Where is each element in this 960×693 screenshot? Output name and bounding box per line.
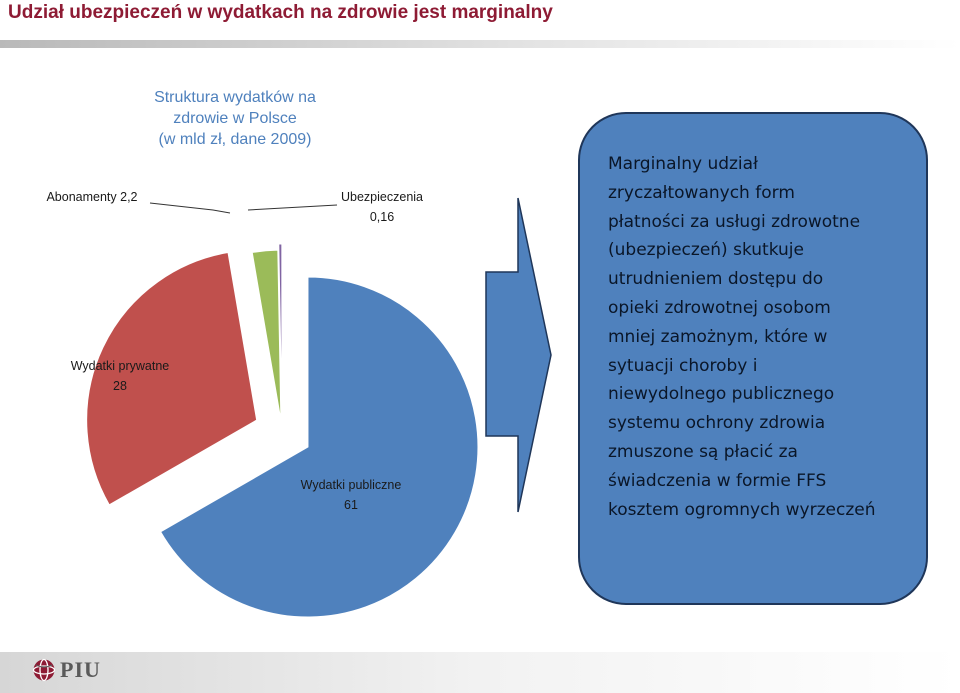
slice-label-1-line-2: 28 bbox=[113, 379, 127, 393]
info-box-text: Marginalny udział zryczałtowanych form płatności za usługi zdrowotne (ubezpieczeń) skutkuje utrudnieniem dostępu do opieki zdrowotnej osobom mniej zamożnym, które w sytuacji choroby i niewydolnego publicznego systemu ochrony zdrowia zmuszone są płacić za świadczenia w formie FFS kosztem ogromnych wyrzeczeń bbox=[608, 154, 876, 520]
logo-text: PIU bbox=[60, 657, 101, 682]
leader-line-3 bbox=[248, 205, 337, 210]
right-arrow-icon bbox=[486, 198, 551, 512]
slice-label-3-line-2: 0,16 bbox=[369, 210, 395, 224]
chart-title-line-3: (w mld zł, dane 2009) bbox=[158, 131, 312, 148]
leader-line-2 bbox=[150, 203, 230, 213]
pie-leader-lines bbox=[150, 203, 337, 213]
footer-band bbox=[0, 652, 960, 693]
slice-label-1-line-1: Wydatki prywatne bbox=[70, 359, 170, 373]
slice-label-3-line-1: Ubezpieczenia bbox=[341, 190, 423, 204]
chart-title-line-2: zdrowie w Polsce bbox=[173, 110, 297, 127]
slice-label-0-line-2: 61 bbox=[344, 498, 358, 512]
slice-label-2-line-1: Abonamenty 2,2 bbox=[46, 190, 138, 204]
info-box bbox=[578, 112, 928, 605]
slice-label-0-line-1: Wydatki publiczne bbox=[300, 478, 402, 492]
pie-slices bbox=[87, 244, 478, 617]
piu-globe-icon bbox=[32, 658, 56, 682]
piu-logo bbox=[32, 657, 101, 683]
pie-slice-abonamenty bbox=[252, 250, 281, 420]
chart-title-line-1: Struktura wydatków na bbox=[154, 89, 316, 106]
slide-title: Udział ubezpieczeń w wydatkach na zdrowie jest marginalny bbox=[8, 2, 553, 23]
